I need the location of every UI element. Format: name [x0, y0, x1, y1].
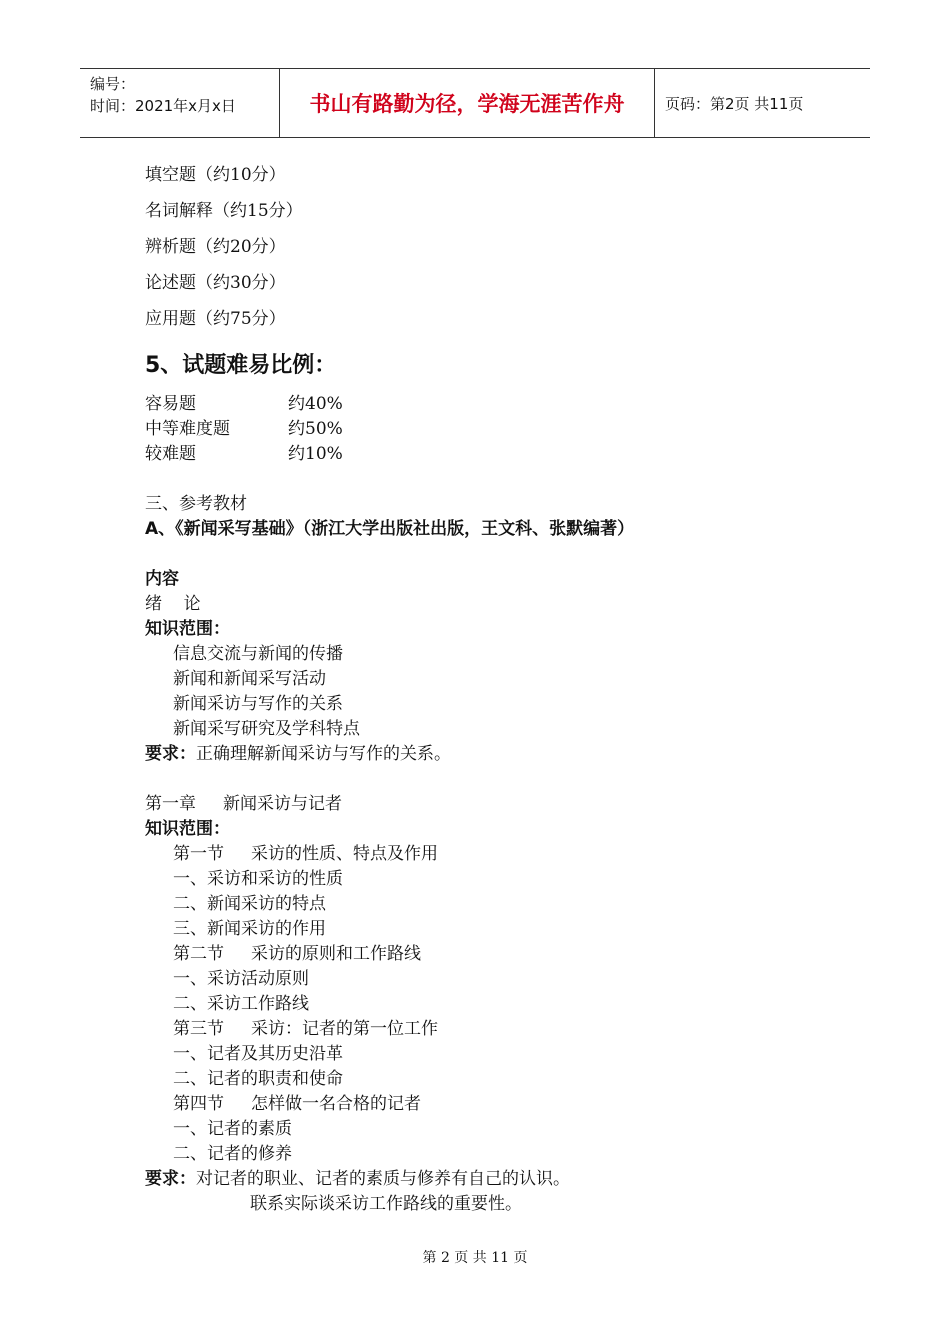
intro-item: 新闻采访与写作的关系 — [173, 694, 343, 714]
difficulty-title: 5、试题难易比例： — [145, 353, 337, 378]
chapter1-item: 一、采访活动原则 — [173, 969, 309, 989]
question-type: 论述题（约30分） — [145, 273, 286, 293]
chapter1-item: 一、记者及其历史沿革 — [173, 1044, 343, 1064]
intro-scope-label: 知识范围： — [145, 619, 230, 639]
reference-section: 三、参考教材 — [145, 494, 247, 514]
page-footer: 第 2 页 共 11 页 — [422, 1250, 528, 1266]
intro-req-text: 正确理解新闻采访与写作的关系。 — [196, 744, 451, 764]
chapter1-item: 二、记者的职责和使命 — [173, 1069, 343, 1089]
question-type: 辨析题（约20分） — [145, 237, 286, 257]
chapter1-item: 第四节 怎样做一名合格的记者 — [173, 1094, 422, 1114]
chapter1-item: 二、采访工作路线 — [173, 994, 309, 1014]
header-page-info: 页码：第2页 共11页 — [665, 94, 804, 113]
chapter1-req-text: 对记者的职业、记者的素质与修养有自己的认识。 — [196, 1169, 570, 1189]
chapter1-item: 一、采访和采访的性质 — [173, 869, 343, 889]
reference-book: A、《新闻采写基础》（浙江大学出版社出版，王文科、张默编著） — [145, 519, 635, 539]
difficulty-label: 中等难度题 — [145, 419, 230, 439]
intro-req-label: 要求： — [145, 744, 196, 764]
intro-requirement — [145, 739, 451, 764]
difficulty-value: 约10% — [288, 444, 343, 464]
chapter1-item: 第二节 采访的原则和工作路线 — [173, 944, 422, 964]
question-type: 填空题（约10分） — [145, 165, 286, 185]
chapter1-item: 第三节 采访：记者的第一位工作 — [173, 1019, 439, 1039]
chapter1-title: 第一章 新闻采访与记者 — [145, 794, 343, 814]
chapter1-item: 第一节 采访的性质、特点及作用 — [173, 844, 439, 864]
chapter1-scope-label: 知识范围： — [145, 819, 230, 839]
difficulty-label: 容易题 — [145, 394, 196, 414]
header-meta — [80, 69, 280, 137]
difficulty-value: 约50% — [288, 419, 343, 439]
chapter1-item: 一、记者的素质 — [173, 1119, 292, 1139]
intro-item: 信息交流与新闻的传播 — [173, 644, 343, 664]
chapter1-req-label: 要求： — [145, 1169, 196, 1189]
intro-item: 新闻和新闻采写活动 — [173, 669, 326, 689]
intro-item: 新闻采写研究及学科特点 — [173, 719, 360, 739]
difficulty-value: 约40% — [288, 394, 343, 414]
question-type: 名词解释（约15分） — [145, 201, 303, 221]
chapter1-item: 三、新闻采访的作用 — [173, 919, 326, 939]
number-label: 编号： — [90, 75, 136, 93]
header-motto: 书山有路勤为径，学海无涯苦作舟 — [280, 69, 655, 137]
date-label: 时间：2021年x月x日 — [90, 97, 236, 115]
chapter1-req-text2: 联系实际谈采访工作路线的重要性。 — [250, 1194, 522, 1214]
page-header — [80, 68, 870, 138]
intro-title: 绪 论 — [145, 594, 201, 614]
difficulty-label: 较难题 — [145, 444, 196, 464]
chapter1-item: 二、新闻采访的特点 — [173, 894, 326, 914]
chapter1-requirement — [145, 1164, 570, 1189]
chapter1-item: 二、记者的修养 — [173, 1144, 292, 1164]
content-heading: 内容 — [145, 569, 179, 589]
question-type: 应用题（约75分） — [145, 309, 286, 329]
